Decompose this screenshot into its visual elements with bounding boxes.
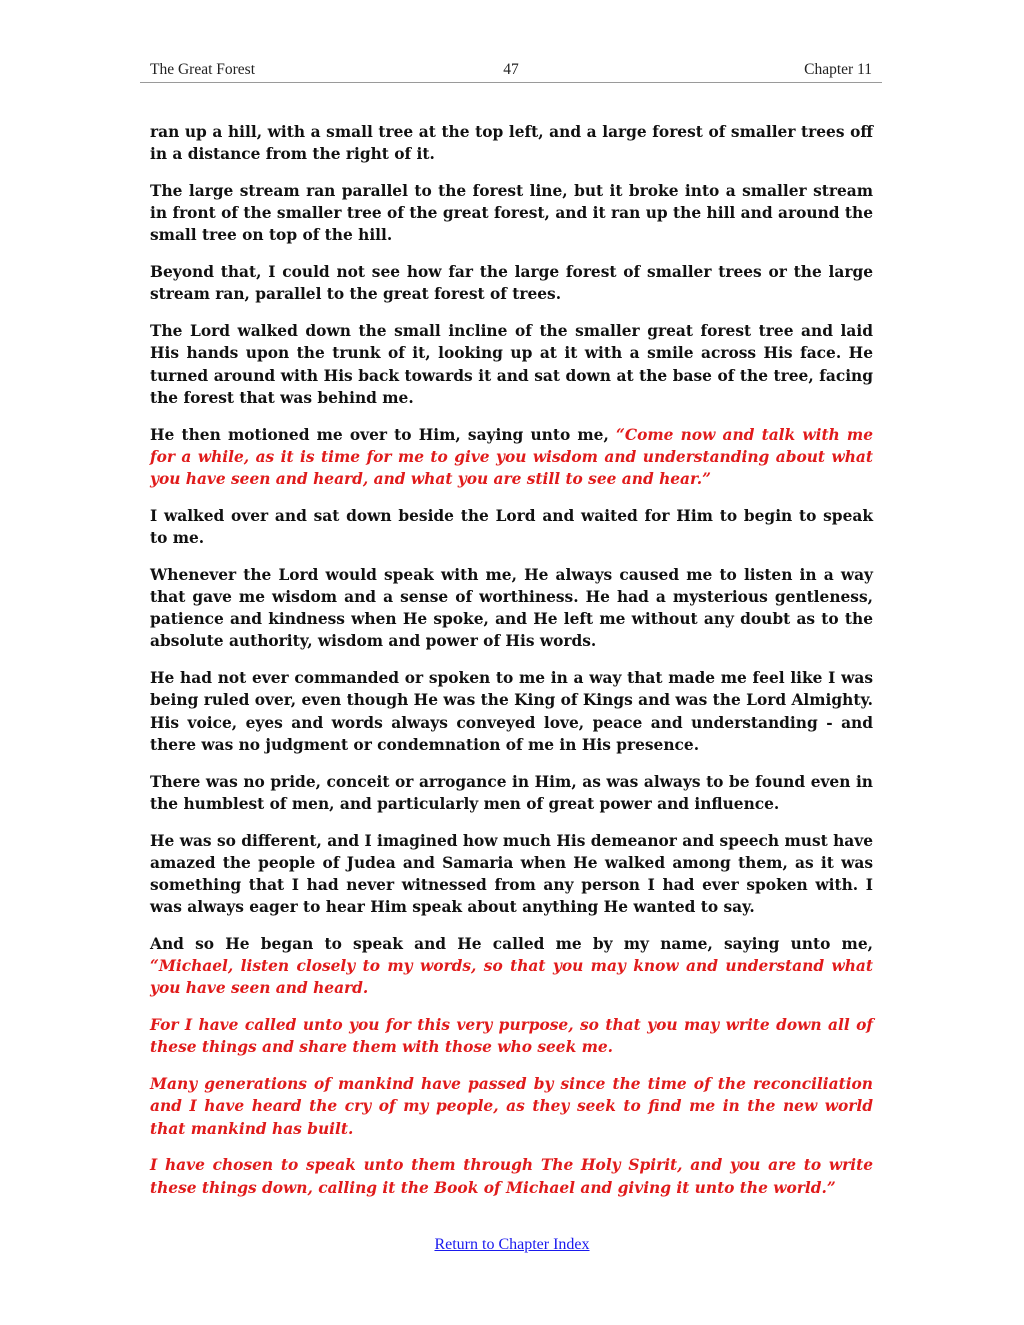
paragraph-text: The large stream ran parallel to the forest line, but it broke into a smaller stream in front of the smaller tree of the great forest, and it ran up the hill and around the small tree on top of the hill. [150, 182, 873, 245]
paragraph [150, 121, 873, 165]
running-header [140, 60, 882, 83]
paragraph-text: And so He began to speak and He called me by my name, saying unto me, [150, 935, 873, 954]
chapter-body [150, 121, 873, 1213]
paragraph-text: He had not ever commanded or spoken to me in a way that made me feel like I was being ruled over, even though He was the King of Kings and was the Lord Almighty. His voice, eyes and words always conveyed love, peace and understanding - and there was no judgment or condemnation of me in His presence. [150, 669, 873, 754]
spoken-quote: I have chosen to speak unto them through The Holy Spirit, and you are to write these things down, calling it the Book of Michael and giving it unto the world.” [150, 1156, 873, 1197]
paragraph-text: He then motioned me over to Him, saying unto me, [150, 425, 616, 444]
paragraph-text: ran up a hill, with a small tree at the top left, and a large forest of smaller trees off in a distance from the right of it. [150, 123, 873, 164]
spoken-quote: “Michael, listen closely to my words, so that you may know and understand what you have seen and heard. [150, 957, 873, 998]
spoken-quote: For I have called unto you for this very purpose, so that you may write down all of these things and share them with those who seek me. [150, 1016, 873, 1057]
book-title: The Great Forest [150, 61, 256, 78]
paragraph [150, 564, 873, 653]
paragraph-text: The Lord walked down the small incline of the smaller great forest tree and laid His hands upon the trunk of it, looking up at it with a smile across His face. He turned around with His back towards it and sat down at the base of the tree, facing the forest that was behind me. [150, 322, 873, 407]
spoken-quote: Many generations of mankind have passed by since the time of the reconciliation and I have heard the cry of my people, as they seek to find me in the new world that mankind has built. [150, 1075, 873, 1138]
page-number: 47 [503, 61, 519, 78]
paragraph [150, 180, 873, 247]
paragraph-text: I walked over and sat down beside the Lord and waited for Him to begin to speak to me. [150, 506, 873, 548]
paragraph-text: He was so different, and I imagined how much His demeanor and speech must have amazed the people of Judea and Samaria when He walked among them, as it was something that I had never witnessed from any person I had ever spoken with. I was always eager to hear Him speak about anything He wanted to say. [150, 831, 873, 917]
page-footer [0, 1236, 1024, 1254]
return-to-chapter-index-link[interactable]: Return to Chapter Index [434, 1236, 590, 1253]
paragraph-text: Whenever the Lord would speak with me, He always caused me to listen in a way that gave me wisdom and a sense of worthiness. He had a mysterious gentleness, patience and kindness when He spoke, and He left me without any doubt as to the absolute authority, wisdom and power of His words. [150, 565, 873, 651]
paragraph [150, 771, 873, 815]
paragraph [150, 1014, 873, 1058]
paragraph-text: Beyond that, I could not see how far the large forest of smaller trees or the large stream ran, parallel to the great forest of trees. [150, 263, 873, 304]
paragraph-text: There was no pride, conceit or arrogance in Him, as was always to be found even in the humblest of men, and particularly men of great power and influence. [150, 772, 873, 813]
paragraph [150, 320, 873, 409]
paragraph [150, 261, 873, 305]
chapter-label: Chapter 11 [804, 61, 872, 78]
paragraph [150, 505, 873, 549]
paragraph [150, 424, 873, 491]
paragraph [150, 667, 873, 756]
paragraph [150, 1154, 873, 1198]
paragraph [150, 1073, 873, 1140]
spoken-quote: “Come now and talk with me for a while, as it is time for me to give you wisdom and understanding about what you have seen and heard, and what you are still to see and hear.” [150, 425, 873, 489]
paragraph [150, 830, 873, 919]
paragraph [150, 933, 873, 1000]
